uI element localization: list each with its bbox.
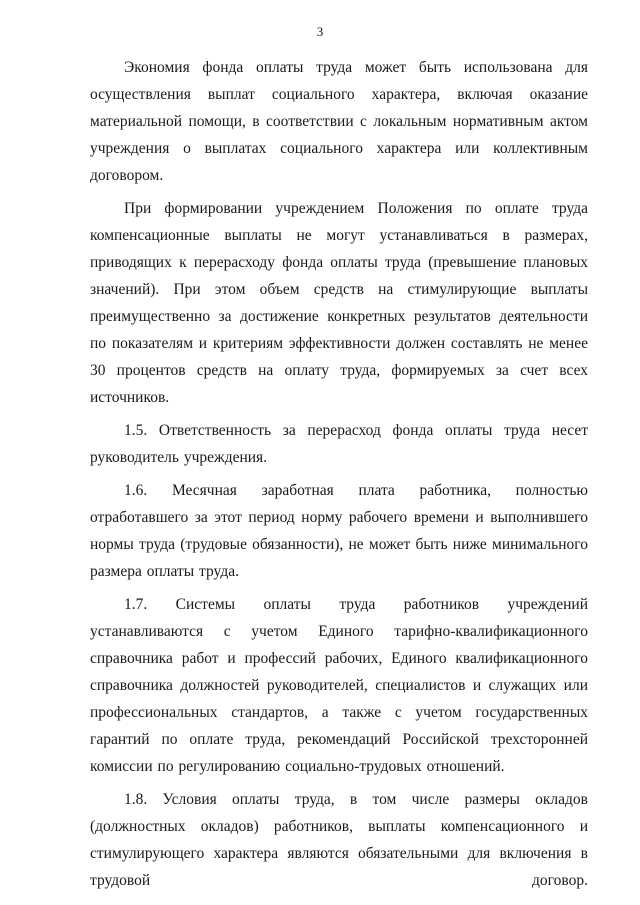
paragraph-savings: Экономия фонда оплаты труда может быть использована для осуществления выплат социального характера, включая оказание материальной помощи, в соответствии с локальным нормативным актом учреждения о выплатах социального характера или коллективным договором. xyxy=(90,59,588,184)
page-number: 3 xyxy=(316,24,324,39)
paragraph-regulation: При формировании учреждением Положения по оплате труда компенсационные выплаты не могут устанавливаться в размерах, приводящих к перерасходу фонда оплаты труда (превышение плановых значений). При этом объем средств на стимулирующие выплаты преимущественно за достижение конкретных результатов деятельности по показателям и критериям эффективности должен составлять не менее 30 процентов средств на оплату труда, формируемых за счет всех источников. xyxy=(90,200,588,406)
paragraph-1-6: 1.6. Месячная заработная плата работника, полностью отработавшего за этот период норму рабочего времени и выполнившего нормы труда (трудовые обязанности), не может быть ниже минимального размера оплаты труда. xyxy=(90,482,588,580)
paragraph-1-5: 1.5. Ответственность за перерасход фонда оплаты труда несет руководитель учреждения. xyxy=(90,422,588,466)
document-body xyxy=(90,54,588,900)
paragraph-1-7: 1.7. Системы оплаты труда работников учреждений устанавливаются с учетом Единого тарифно-квалификационного справочника работ и профессий рабочих, Единого квалификационного справочника должностей руководителей, специалистов и служащих или профессиональных стандартов, а также с учетом государственных гарантий по оплате труда, рекомендаций Российской трехсторонней комиссии по регулированию социально-трудовых отношений. xyxy=(90,596,588,775)
paragraph-1-8: 1.8. Условия оплаты труда, в том числе размеры окладов (должностных окладов) работников, выплаты компенсационного и стимулирующего характера являются обязательными для включения в трудовой договор. xyxy=(90,791,588,889)
